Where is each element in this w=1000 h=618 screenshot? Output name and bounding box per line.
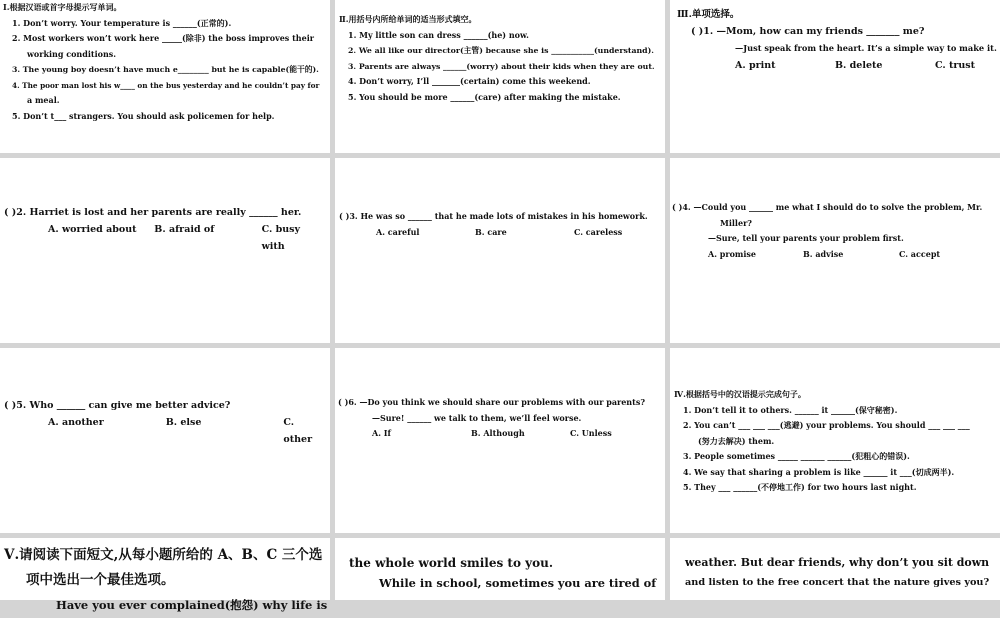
- question-item: 5. They ___ ______(不停地工作) for two hours last night.: [683, 482, 917, 492]
- section-title: Ⅴ.请阅读下面短文,从每小题所给的 A、B、C 三个选: [4, 547, 323, 563]
- panel-reading-passage-1: [335, 538, 665, 600]
- section-title-cont: 项中选出一个最佳选项。: [26, 572, 175, 588]
- options: [4, 414, 326, 448]
- panel-reading-passage-2: [670, 538, 1000, 600]
- passage-line: the whole world smiles to you.: [349, 556, 554, 570]
- question-text: ( )2. Harriet is lost and her parents are really ______ her.: [4, 207, 302, 218]
- question-item: 2. Most workers won’t work here _____(除非) the boss improves their: [12, 33, 314, 43]
- panel-multiple-choice-5: [0, 348, 330, 533]
- option-b: B. else: [165, 417, 202, 428]
- option-a: A. worried about: [48, 224, 137, 235]
- option-b: B. delete: [835, 60, 883, 71]
- panel-word-forms: [335, 0, 665, 153]
- option-a: A. print: [735, 60, 776, 71]
- options: [338, 426, 661, 442]
- question-item: 5. Don’t t___ strangers. You should ask policemen for help.: [12, 110, 275, 121]
- question-item: 1. Don’t worry. Your temperature is ______(正常的).: [12, 17, 232, 28]
- answer-text: —Just speak from the heart. It’s a simple way to make it.: [735, 43, 997, 53]
- section-title: Ⅰ.根据汉语或首字母提示写单词。: [3, 2, 122, 12]
- option-b: B. afraid of: [154, 224, 215, 235]
- question-item: working conditions.: [27, 48, 117, 59]
- question-text: ( )4. —Could you ______ me what I should do to solve the problem, Mr.: [672, 202, 983, 212]
- panel-multiple-choice-6: [335, 348, 665, 533]
- option-c: C. other: [283, 417, 313, 445]
- options: [4, 221, 326, 255]
- section-title: Ⅱ.用括号内所给单词的适当形式填空。: [339, 14, 477, 24]
- option-c: C. trust: [935, 60, 976, 71]
- section-title: Ⅲ.单项选择。: [677, 9, 740, 20]
- question-item: 3. The young boy doesn’t have much e________ but he is capable(能干的).: [12, 65, 319, 74]
- question-text: ( )6. —Do you think we should share our problems with our parents?: [338, 397, 646, 407]
- question-text: ( )1. —Mom, how can my friends _______ me?: [691, 26, 925, 37]
- question-item: (努力去解决) them.: [698, 435, 775, 446]
- question-item: a meal.: [27, 95, 60, 105]
- panel-sentence-completion: [670, 348, 1000, 533]
- option-c: C. busy with: [261, 224, 301, 252]
- option-a: A. another: [48, 417, 104, 428]
- option-c: C. accept: [899, 248, 941, 259]
- question-item: 3. Parents are always ______(worry) about their kids when they are out.: [348, 61, 655, 71]
- question-item: 4. We say that sharing a problem is like ______ it ___(切成两半).: [683, 466, 955, 477]
- panel-reading-intro: [0, 538, 330, 612]
- question-text: ( )3. He was so ______ that he made lots of mistakes in his homework.: [339, 211, 648, 221]
- passage-line: Have you ever complained(抱怨) why life is: [56, 598, 328, 612]
- question-item: 2. You can’t ___ ___ ___(逃避) your problems. You should ___ ___ ___: [683, 420, 970, 430]
- panel-multiple-choice-3: [335, 158, 665, 343]
- answer-text: —Sure! ______ we talk to them, we’ll feel worse.: [372, 412, 582, 423]
- option-c: C. Unless: [570, 428, 612, 438]
- option-b: B. advise: [803, 248, 844, 259]
- option-b: B. Although: [471, 428, 525, 438]
- question-item: 3. People sometimes _____ ______ ______(犯粗心的错误).: [683, 451, 910, 461]
- options: [677, 57, 996, 74]
- question-text: ( )5. Who ______ can give me better advice?: [4, 400, 231, 411]
- panel-multiple-choice-2: [0, 158, 330, 343]
- question-item: 2. We all like our director(主管) because she is ___________(understand).: [348, 46, 654, 55]
- question-item: 4. The poor man lost his w____ on the bus yesterday and he couldn’t pay for: [12, 80, 320, 90]
- panel-multiple-choice-1: [670, 0, 1000, 153]
- passage-line: and listen to the free concert that the nature gives you?: [685, 577, 990, 588]
- option-c: C. careless: [574, 226, 623, 237]
- question-text-cont: Miller?: [720, 217, 752, 228]
- question-item: 4. Don’t worry, I’ll _______(certain) come this weekend.: [348, 76, 591, 86]
- option-b: B. care: [475, 226, 507, 237]
- panel-word-spelling: [0, 0, 330, 153]
- section-title: Ⅳ.根据括号中的汉语提示完成句子。: [674, 389, 806, 399]
- passage-line: While in school, sometimes you are tired of: [379, 576, 657, 590]
- option-a: A. If: [372, 428, 391, 438]
- question-item: 1. Don’t tell it to others. ______ it ______(保守秘密).: [683, 404, 898, 415]
- passage-line: weather. But dear friends, why don’t you sit down: [685, 556, 990, 569]
- options: [339, 225, 661, 241]
- answer-text: —Sure, tell your parents your problem first.: [708, 233, 904, 243]
- option-a: A. careful: [376, 226, 420, 237]
- question-item: 5. You should be more ______(care) after making the mistake.: [348, 91, 621, 102]
- options: [672, 247, 996, 263]
- question-item: 1. My little son can dress ______(he) now.: [348, 29, 529, 40]
- option-a: A. promise: [708, 248, 757, 259]
- panel-multiple-choice-4: [670, 158, 1000, 343]
